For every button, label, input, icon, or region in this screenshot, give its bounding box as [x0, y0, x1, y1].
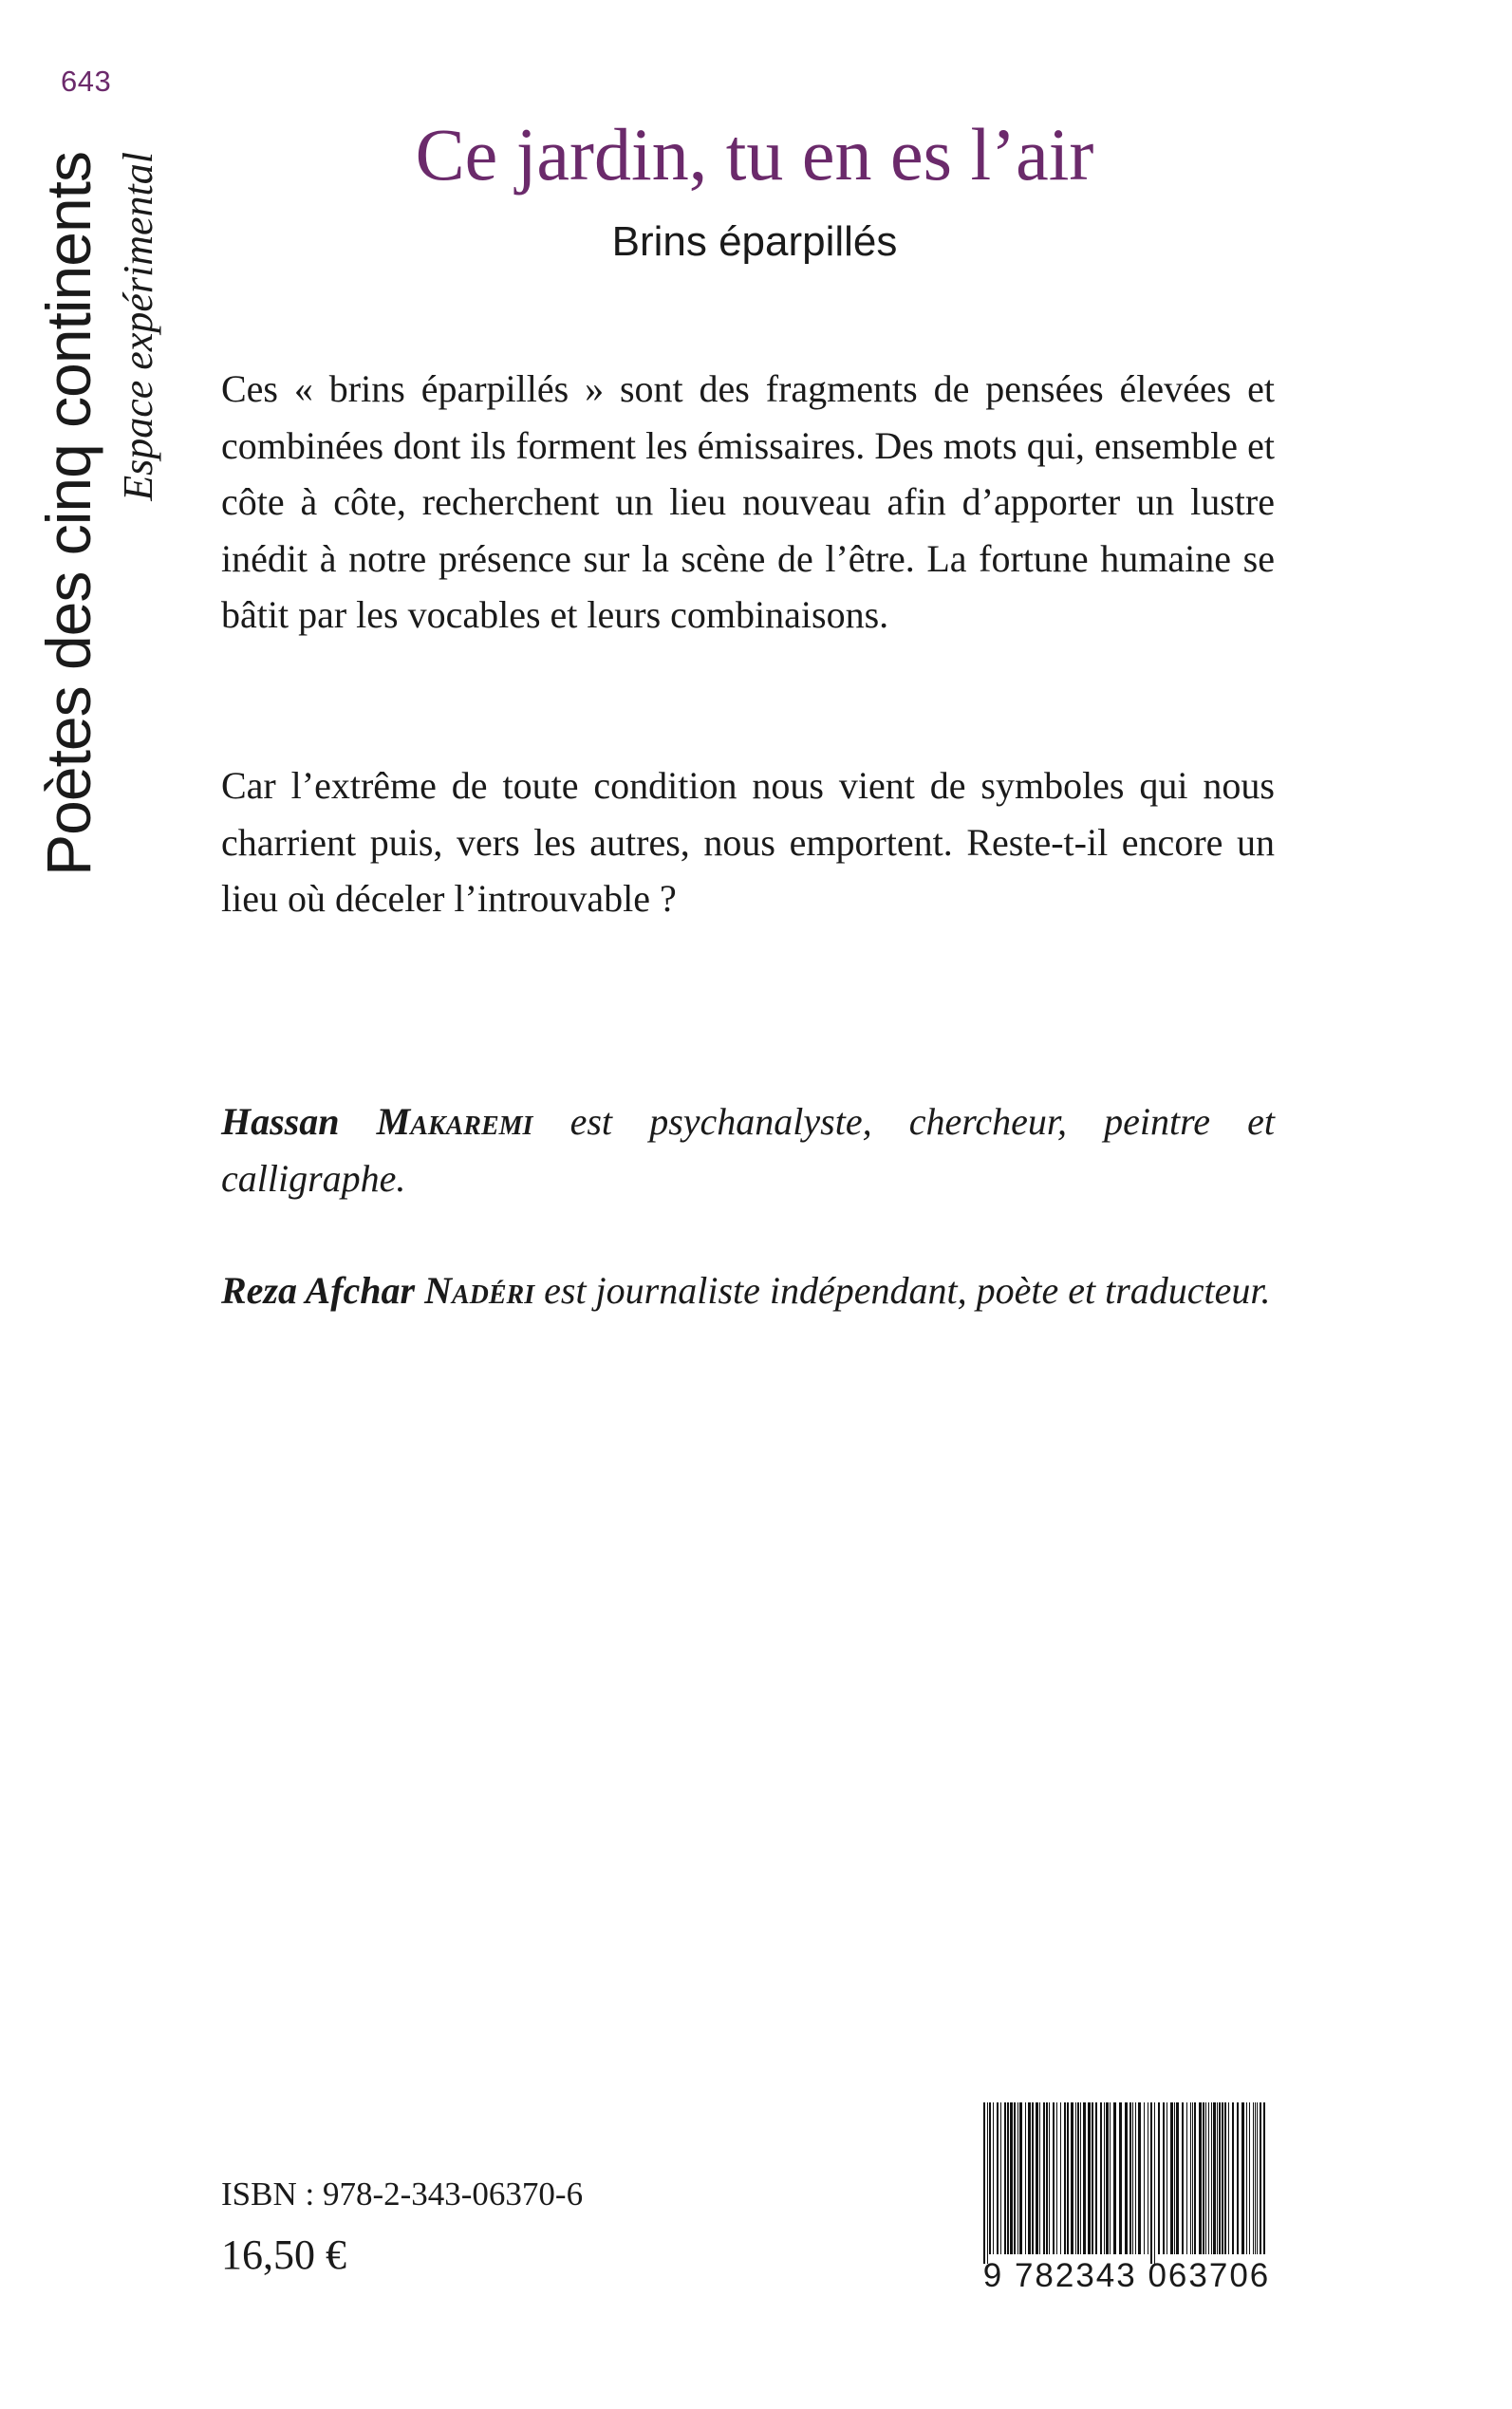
author-bio-text: est psychanalyste, chercheur, peintre et calligraphe.: [221, 1100, 1275, 1200]
barcode-digits: 9 782343 063706: [982, 2257, 1271, 2294]
isbn: ISBN : 978-2-343-06370-6: [221, 2176, 584, 2213]
author-bio-1: [221, 1093, 1275, 1206]
series-name: Poètes des cinq continents: [33, 152, 103, 876]
book-subtitle: Brins éparpillés: [611, 218, 898, 265]
price: 16,50 €: [221, 2232, 346, 2278]
author-last-name: Makaremi: [376, 1100, 533, 1143]
author-bio-2: [221, 1262, 1275, 1319]
series-spine: [19, 152, 180, 930]
author-first-name: Hassan: [221, 1100, 340, 1143]
barcode-image: [980, 2102, 1274, 2264]
series-spine-text: [19, 152, 180, 930]
author-first-name: Reza Afchar: [221, 1269, 416, 1312]
book-title: Ce jardin, tu en es l’air: [415, 113, 1094, 196]
description-paragraph-2: Car l’extrême de toute condition nous vient de symboles qui nous charrient puis, vers les autres, nous emportent. Reste-t-il encore un lieu où déceler l’introuvable ?: [221, 764, 1275, 920]
series-subseries: Espace expérimental: [115, 152, 161, 501]
series-number: 643: [61, 65, 112, 98]
author-last-name: Nadéri: [424, 1269, 535, 1312]
description-paragraph-1: Ces « brins éparpillés » sont des fragments de pensées élevées et combinées dont ils forment les émissaires. Des mots qui, ensemble et côte à côte, recherchent un lieu nouveau afin d’apporter un lustre inédit à notre présence sur la scène de l’être. La fortune humaine se bâtit par les vocables et leurs combinaisons.: [221, 367, 1275, 636]
author-bio-text: est journaliste indépendant, poète et traducteur.: [544, 1269, 1271, 1312]
